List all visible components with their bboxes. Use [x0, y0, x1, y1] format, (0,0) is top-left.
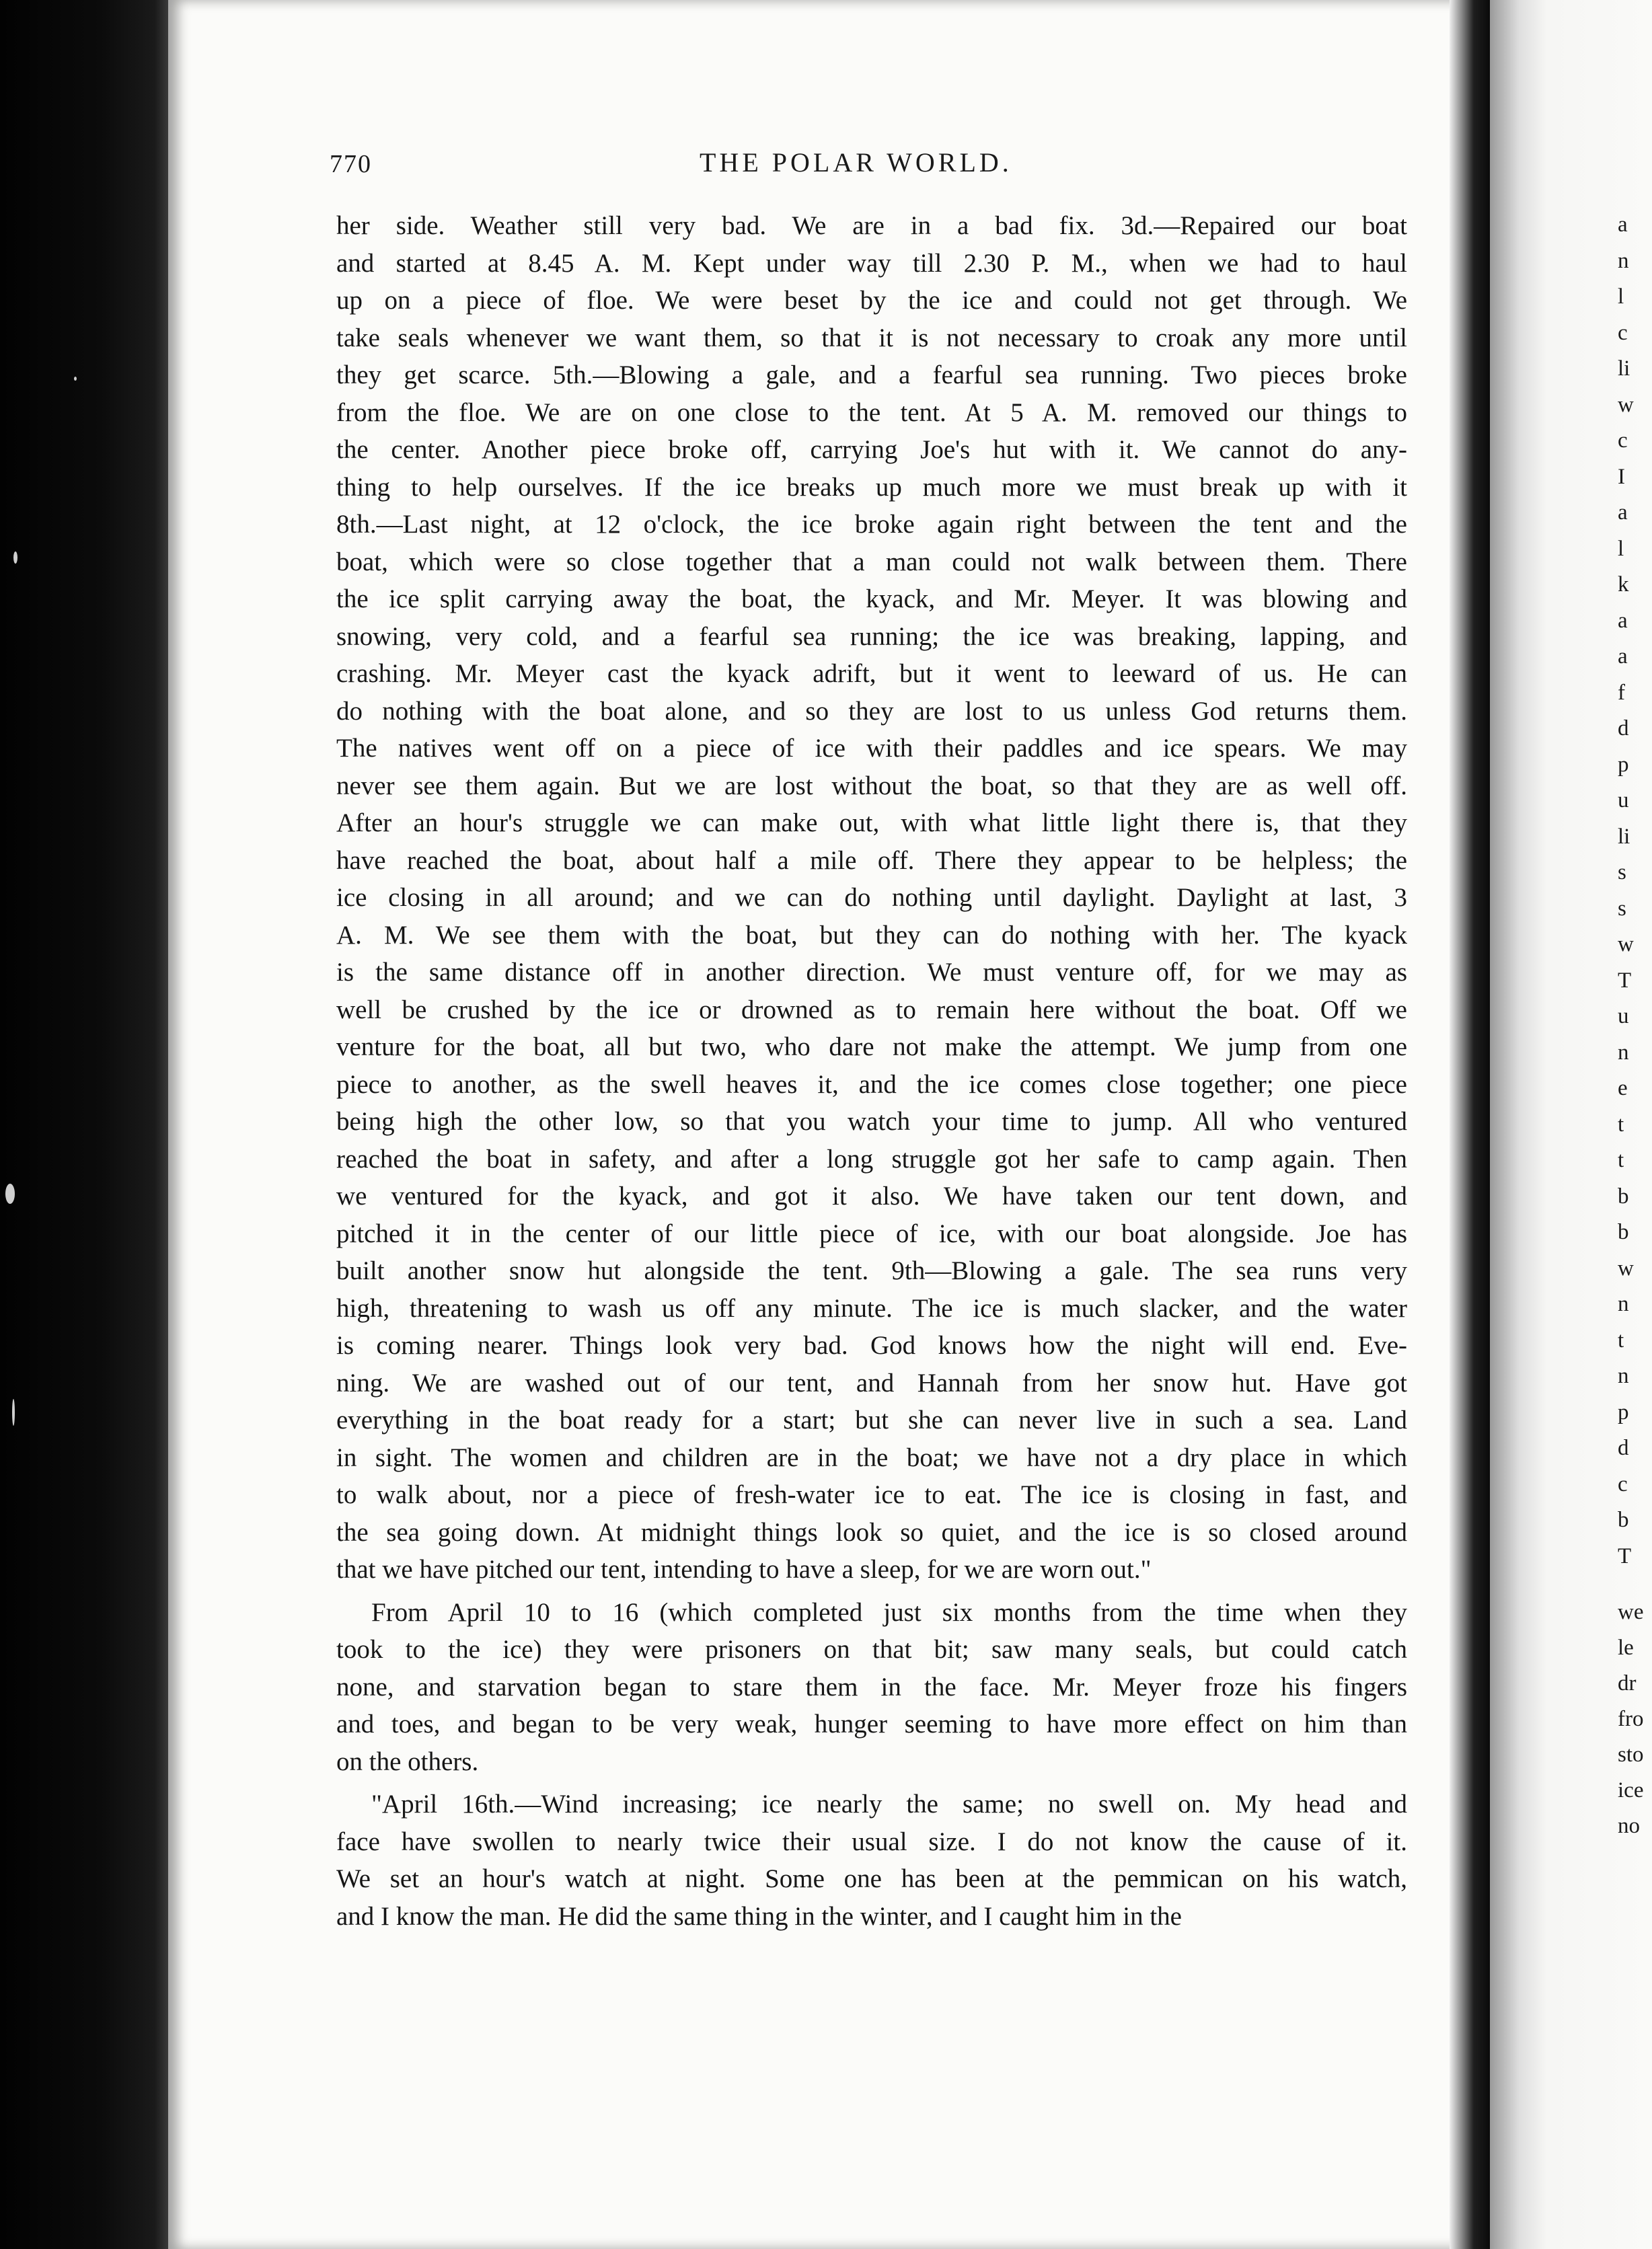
text-line: take seals whenever we want them, so that it is not necessary to croak any more until: [336, 323, 1407, 352]
text-line: We set an hour's watch at night. Some one has been at the pemmican on his watch,: [336, 1864, 1407, 1893]
facing-page-fragment: I: [1618, 464, 1625, 489]
facing-page-fragment: w: [1618, 392, 1634, 417]
facing-page-fragment: T: [1618, 968, 1632, 993]
facing-page-fragment: n: [1618, 1364, 1629, 1388]
book-gutter: [1450, 0, 1490, 2249]
facing-page-fragment: w: [1618, 932, 1634, 956]
scan-speck: [12, 1399, 15, 1426]
text-line: is the same distance off in another direction. We must venture off, for we may as: [336, 958, 1407, 987]
text-line: venture for the boat, all but two, who dare not make the attempt. We jump from one: [336, 1032, 1407, 1061]
facing-page-fragment: fro: [1618, 1707, 1644, 1731]
running-title: THE POLAR WORLD.: [700, 147, 1012, 178]
paragraph-gap: [336, 1780, 1407, 1786]
scan-left-border: [0, 0, 168, 2249]
text-line: boat, which were so close together that a man could not walk between them. There: [336, 547, 1407, 576]
facing-page-fragment: le: [1618, 1636, 1634, 1660]
text-line: the center. Another piece broke off, carrying Joe's hut with it. We cannot do any-: [336, 435, 1407, 464]
text-line: is coming nearer. Things look very bad. God knows how the night will end. Eve-: [336, 1331, 1407, 1360]
text-line: piece to another, as the swell heaves it, and the ice comes close together; one piece: [336, 1069, 1407, 1099]
facing-page-fragment: p: [1618, 752, 1629, 777]
facing-page-fragment: e: [1618, 1076, 1628, 1100]
text-line: thing to help ourselves. If the ice breaks up much more we must break up with it: [336, 472, 1407, 502]
text-line: the sea going down. At midnight things look so quiet, and the ice is so closed around: [336, 1517, 1407, 1547]
text-line: do nothing with the boat alone, and so they are lost to us unless God returns them.: [336, 696, 1407, 726]
text-line: took to the ice) they were prisoners on that bit; saw many seals, but could catch: [336, 1635, 1407, 1664]
text-line: that we have pitched our tent, intending to have a sleep, for we are worn out.": [336, 1555, 1152, 1584]
facing-page-fragment: u: [1618, 1004, 1629, 1028]
text-line: on the others.: [336, 1747, 479, 1776]
text-line: everything in the boat ready for a start; but she can never live in such a sea. Land: [336, 1406, 1407, 1435]
text-line: they get scarce. 5th.—Blowing a gale, and a fearful sea running. Two pieces broke: [336, 360, 1407, 389]
facing-page-fragment: n: [1618, 1040, 1629, 1065]
paragraph-gap: [336, 1589, 1407, 1594]
facing-page-fragment: n: [1618, 248, 1629, 273]
facing-page-fragment: s: [1618, 896, 1626, 921]
text-line: ning. We are washed out of our tent, and Hannah from her snow hut. Have got: [336, 1368, 1407, 1398]
text-line: we ventured for the kyack, and got it also. We have taken our tent down, and: [336, 1182, 1407, 1211]
scan-speck: [13, 551, 17, 564]
text-line: her side. Weather still very bad. We are in a bad fix. 3d.—Repaired our boat: [336, 211, 1407, 240]
text-line: being high the other low, so that you watch your time to jump. All who ventured: [336, 1107, 1407, 1136]
facing-page-fragment: sto: [1618, 1743, 1644, 1767]
text-line: from the floe. We are on one close to the tent. At 5 A. M. removed our things to: [336, 397, 1407, 427]
facing-page-fragment: no: [1618, 1814, 1640, 1838]
facing-page-fragment: k: [1618, 572, 1629, 597]
text-line: in sight. The women and children are in the boat; we have not a dry place in which: [336, 1443, 1407, 1472]
facing-page-fragment: a: [1618, 608, 1628, 633]
facing-page-fragment: ice: [1618, 1778, 1644, 1802]
text-line: pitched it in the center of our little piece of ice, with our boat alongside. Joe has: [336, 1219, 1407, 1248]
facing-page-fragment: b: [1618, 1508, 1629, 1532]
text-line: high, threatening to wash us off any minute. The ice is much slacker, and the water: [336, 1293, 1407, 1323]
scan-speck: [74, 377, 77, 381]
facing-page-fragment: T: [1618, 1543, 1632, 1568]
facing-page-fragment: b: [1618, 1184, 1629, 1209]
facing-page-fragment: a: [1618, 500, 1628, 525]
facing-page-fragment: dr: [1618, 1671, 1637, 1695]
text-line: face have swollen to nearly twice their usual size. I do not know the cause of it.: [336, 1827, 1407, 1856]
facing-page-fragment: li: [1618, 356, 1630, 381]
facing-page-fragment: p: [1618, 1400, 1629, 1424]
scan-speck: [5, 1184, 15, 1204]
text-line: up on a piece of floe. We were beset by the ice and could not get through. We: [336, 286, 1407, 315]
facing-page-fragment: u: [1618, 788, 1629, 812]
text-line: and started at 8.45 A. M. Kept under way till 2.30 P. M., when we had to haul: [336, 248, 1407, 278]
facing-page-fragment: c: [1618, 428, 1628, 453]
text-line: crashing. Mr. Meyer cast the kyack adrift, but it went to leeward of us. He can: [336, 659, 1407, 688]
body-text: [336, 207, 1407, 1935]
facing-page-fragment: t: [1618, 1148, 1624, 1172]
text-line: After an hour's struggle we can make out, with what little light there is, that they: [336, 808, 1407, 837]
facing-page-fragment: c: [1618, 1472, 1628, 1496]
facing-page-fragment: d: [1618, 1436, 1629, 1460]
text-line: to walk about, nor a piece of fresh-water ice to eat. The ice is closing in fast, and: [336, 1480, 1407, 1509]
text-line: "April 16th.—Wind increasing; ice nearly the same; no swell on. My head and: [371, 1790, 1407, 1819]
facing-page-fragment: a: [1618, 644, 1628, 669]
facing-page-fragment: b: [1618, 1220, 1629, 1244]
facing-page-fragment: w: [1618, 1256, 1634, 1281]
facing-page-fragment: a: [1618, 213, 1628, 237]
facing-page-fragment: l: [1618, 284, 1624, 309]
text-line: 8th.—Last night, at 12 o'clock, the ice broke again right between the tent and the: [336, 510, 1407, 539]
text-line: A. M. We see them with the boat, but they can do nothing with her. The kyack: [336, 920, 1407, 950]
text-line: and toes, and began to be very weak, hunger seeming to have more effect on him than: [336, 1710, 1407, 1739]
facing-page-fragment: d: [1618, 716, 1629, 740]
text-line: The natives went off on a piece of ice with their paddles and ice spears. We may: [336, 734, 1407, 763]
text-line: ice closing in all around; and we can do nothing until daylight. Daylight at last, 3: [336, 883, 1407, 912]
facing-page-fragment: l: [1618, 536, 1624, 561]
facing-page-fragment: t: [1618, 1328, 1624, 1352]
facing-page-fragment: c: [1618, 320, 1628, 345]
facing-page-fragment: f: [1618, 680, 1625, 705]
text-line: never see them again. But we are lost without the boat, so that they are as well off.: [336, 771, 1407, 800]
text-line: have reached the boat, about half a mile off. There they appear to be helpless; the: [336, 845, 1407, 875]
text-line: none, and starvation began to stare them in the face. Mr. Meyer froze his fingers: [336, 1672, 1407, 1702]
page-number: 770: [330, 150, 372, 178]
text-line: From April 10 to 16 (which completed just six months from the time when they: [371, 1597, 1407, 1627]
facing-page-fragment: s: [1618, 860, 1626, 884]
text-line: built another snow hut alongside the tent. 9th—Blowing a gale. The sea runs very: [336, 1256, 1407, 1285]
text-line: snowing, very cold, and a fearful sea running; the ice was breaking, lapping, and: [336, 621, 1407, 651]
text-line: the ice split carrying away the boat, the kyack, and Mr. Meyer. It was blowing and: [336, 584, 1407, 613]
text-line: well be crushed by the ice or drowned as to remain here without the boat. Off we: [336, 995, 1407, 1024]
facing-page-fragment: li: [1618, 824, 1630, 849]
facing-page-fragment: n: [1618, 1292, 1629, 1316]
facing-page-fragment: we: [1618, 1600, 1644, 1624]
text-line: and I know the man. He did the same thing in the winter, and I caught him in the: [336, 1901, 1182, 1931]
text-line: reached the boat in safety, and after a long struggle got her safe to camp again. Then: [336, 1144, 1407, 1174]
facing-page: [1490, 0, 1652, 2249]
facing-page-fragment: t: [1618, 1112, 1624, 1137]
